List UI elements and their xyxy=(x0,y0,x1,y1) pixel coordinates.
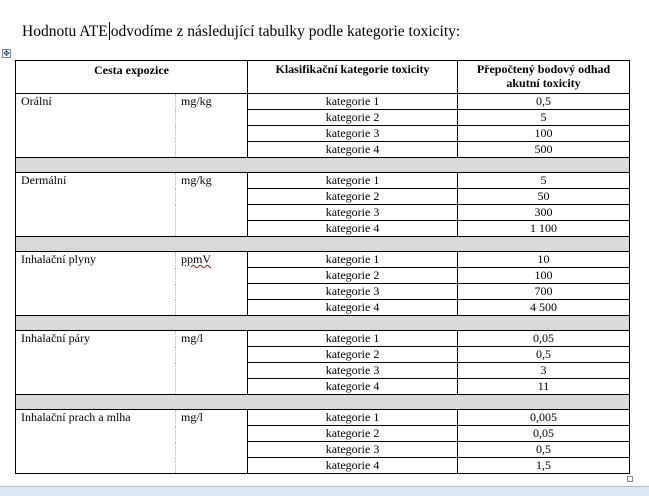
unit-label: mg/kg xyxy=(181,94,212,108)
category-cell: kategorie 2 xyxy=(248,268,458,284)
exposure-route-cell: Orální xyxy=(16,94,176,158)
separator-row xyxy=(16,158,630,173)
ate-value-cell: 0,5 xyxy=(458,347,630,363)
ate-value-cell: 5 xyxy=(458,173,630,189)
ate-value-cell: 50 xyxy=(458,189,630,205)
unit-label: mg/l xyxy=(181,410,204,424)
category-cell: kategorie 4 xyxy=(248,300,458,316)
unit-cell xyxy=(176,410,248,474)
category-cell: kategorie 1 xyxy=(248,252,458,268)
header-route: Cesta expozice xyxy=(16,61,248,94)
category-cell: kategorie 2 xyxy=(248,110,458,126)
ate-value-cell: 500 xyxy=(458,142,630,158)
exposure-route-cell: Inhalační plyny xyxy=(16,252,176,316)
table-body xyxy=(16,94,630,474)
unit-cell xyxy=(176,331,248,395)
header-estimate: Přepočtený bodový odhad akutní toxicity xyxy=(458,61,630,94)
ate-value-cell: 4 500 xyxy=(458,300,630,316)
ate-value-cell: 3 xyxy=(458,363,630,379)
category-cell: kategorie 2 xyxy=(248,347,458,363)
ate-value-cell: 10 xyxy=(458,252,630,268)
ate-value-cell: 1,5 xyxy=(458,458,630,474)
category-cell: kategorie 3 xyxy=(248,363,458,379)
table-row xyxy=(16,252,630,268)
unit-label: mg/kg xyxy=(181,173,212,187)
heading-text-end: odvodíme z následující tabulky podle kategorie toxicity: xyxy=(110,23,461,40)
category-cell: kategorie 3 xyxy=(248,205,458,221)
table-row xyxy=(16,410,630,426)
category-cell: kategorie 1 xyxy=(248,410,458,426)
category-cell: kategorie 3 xyxy=(248,126,458,142)
ate-value-cell: 11 xyxy=(458,379,630,395)
separator-cell xyxy=(16,158,630,173)
ate-value-cell: 0,05 xyxy=(458,426,630,442)
table-row xyxy=(16,173,630,189)
category-cell: kategorie 1 xyxy=(248,331,458,347)
separator-cell xyxy=(16,237,630,252)
category-cell: kategorie 1 xyxy=(248,173,458,189)
separator-cell xyxy=(16,395,630,410)
exposure-route-cell: Inhalační prach a mlha xyxy=(16,410,176,474)
category-cell: kategorie 4 xyxy=(248,379,458,395)
header-category: Klasifikační kategorie toxicity xyxy=(248,61,458,94)
toxicity-table xyxy=(15,60,630,474)
exposure-route-cell: Dermální xyxy=(16,173,176,237)
separator-row xyxy=(16,237,630,252)
ate-value-cell: 100 xyxy=(458,126,630,142)
ate-value-cell: 0,05 xyxy=(458,331,630,347)
ate-value-cell: 0,005 xyxy=(458,410,630,426)
table-header-row xyxy=(16,61,630,94)
ate-value-cell: 700 xyxy=(458,284,630,300)
ate-value-cell: 0,5 xyxy=(458,94,630,110)
category-cell: kategorie 3 xyxy=(248,442,458,458)
table-move-handle-icon[interactable]: ✥ xyxy=(3,49,10,58)
separator-row xyxy=(16,316,630,331)
table-resize-handle-icon[interactable] xyxy=(627,476,633,482)
ate-value-cell: 100 xyxy=(458,268,630,284)
unit-cell xyxy=(176,173,248,237)
category-cell: kategorie 1 xyxy=(248,94,458,110)
category-cell: kategorie 3 xyxy=(248,284,458,300)
ate-value-cell: 1 100 xyxy=(458,221,630,237)
table-row xyxy=(16,331,630,347)
ate-value-cell: 300 xyxy=(458,205,630,221)
unit-label: ppmV xyxy=(181,252,211,266)
category-cell: kategorie 2 xyxy=(248,189,458,205)
exposure-route-cell: Inhalační páry xyxy=(16,331,176,395)
text-cursor xyxy=(109,22,110,40)
unit-cell xyxy=(176,252,248,316)
separator-row xyxy=(16,395,630,410)
ate-value-cell: 5 xyxy=(458,110,630,126)
category-cell: kategorie 2 xyxy=(248,426,458,442)
ate-value-cell: 0,5 xyxy=(458,442,630,458)
table-row xyxy=(16,94,630,110)
category-cell: kategorie 4 xyxy=(248,458,458,474)
heading-text-start: Hodnotu ATE xyxy=(22,23,108,40)
separator-cell xyxy=(16,316,630,331)
unit-label: mg/l xyxy=(181,331,204,345)
category-cell: kategorie 4 xyxy=(248,221,458,237)
unit-cell xyxy=(176,94,248,158)
document-heading[interactable] xyxy=(22,22,460,41)
category-cell: kategorie 4 xyxy=(248,142,458,158)
